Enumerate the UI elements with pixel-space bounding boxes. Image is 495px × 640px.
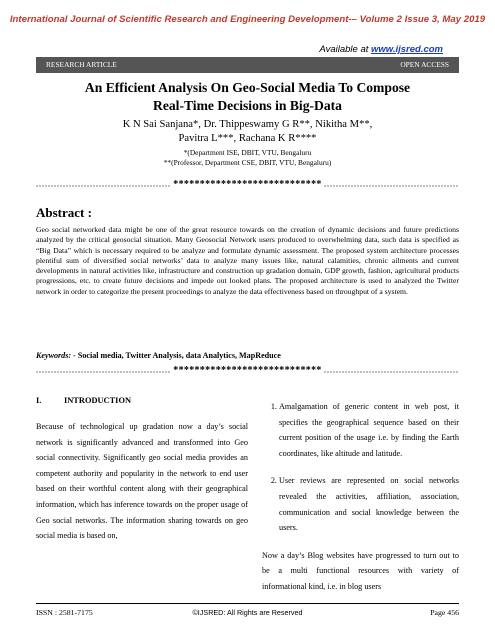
affiliation-2: **(Professor, Department CSE, DBIT, VTU, Bengaluru) — [163, 158, 332, 167]
separator-rule-top — [36, 180, 459, 190]
copyright-label: ©IJSRED: All Rights are Reserved — [192, 608, 303, 617]
open-access-label: OPEN ACCESS — [400, 60, 449, 69]
star-separator-text: **************************** — [173, 366, 322, 376]
keywords-line — [36, 351, 281, 360]
list-item: 2. User reviews are represented on social networks revealed the activities, affiliation, association, communication and social knowledge between the users. — [279, 473, 459, 535]
paper-title — [30, 79, 465, 115]
title-line-1: An Efficient Analysis On Geo-Social Media To Compose — [84, 80, 411, 95]
article-banner — [36, 57, 459, 73]
abstract-text: Geo social networked data might be one of the great resource towards on the creation of dynamic decisions and future predictions analyzed by the critical geosocial situation. Many Geosocial Network users produced to overwhelming data, such data is specified as “Big Data” which is necessary required to be analyze and formulate dynamic assessment. The proposed system architecture processes plentiful sum of diversified social networks’ data to analyze many issues like, natural calamities, chronic ailments and current developments in natural activities like, infrastructure and construction up gradation domain, GDP growth, fashion, agricultural products progressions, etc. to create future decisions and impede out looked plans. The proposed architecture is used to analyzed the Twitter network in order to categorize the present proceedings to analyze the data effectiveness based on throughput of a system. — [36, 225, 459, 296]
page-number: Page 456 — [430, 608, 459, 617]
abstract-heading: Abstract : — [36, 205, 92, 220]
journal-header: International Journal of Scientific Research and Engineering Development-– Volume 2 Issue 3, May 2019 — [9, 14, 486, 25]
authors-line-1: K N Sai Sanjana*, Dr. Thippeswamy G R**, Nikitha M**, — [122, 119, 373, 130]
author-list — [0, 118, 495, 145]
keywords-value: Social media, Twitter Analysis, data Analytics, MapReduce — [75, 351, 281, 360]
intro-column-2 — [262, 399, 459, 595]
section-title: INTRODUCTION — [64, 396, 132, 405]
page-footer — [36, 608, 459, 617]
journal-website-link[interactable]: www.ijsred.com — [371, 44, 443, 55]
intro-column-1-text: Because of technological up gradation now a day’s social network is significantly advanced and transformed into Geo social connectivity. Significantly geo social media provides an competent authority and popularity in the network to end user based on their worthful content along with their geographical information, which has inference towards on the proper usage of Geo social networks. The information sharing towards on geo social media is based on, — [36, 422, 248, 541]
list-item: 1. Amalgamation of generic content in web post, it specifies the geographical sequence based on their current position of the usage i.e. by finding the Earth coordinates, like altitude and latitude. — [279, 399, 459, 461]
section-number: I. — [36, 396, 42, 405]
title-line-2: Real-Time Decisions in Big-Data — [153, 98, 342, 113]
keywords-label: Keywords: - — [36, 351, 76, 360]
available-prefix: Available at — [319, 44, 372, 55]
article-type-label: RESEARCH ARTICLE — [46, 60, 117, 69]
numbered-list — [262, 399, 459, 536]
affiliation-1: *(Department ISE, DBIT, VTU, Bengaluru — [183, 148, 312, 157]
authors-line-2: Pavitra L***, Rachana K R**** — [178, 132, 317, 144]
section-heading — [36, 396, 132, 405]
separator-rule-bottom — [36, 366, 459, 376]
availability-line — [319, 44, 443, 55]
issn-label: ISSN : 2581-7175 — [36, 608, 93, 617]
star-separator-text: **************************** — [173, 180, 322, 190]
intro-column-2-text: Now a day’s Blog websites have progressed to turn out to be a multi functional resources with variety of informational kind, i.e. in blog users — [262, 550, 459, 591]
star-separator — [36, 366, 459, 376]
star-separator — [36, 180, 459, 190]
footer-rule — [36, 603, 459, 604]
